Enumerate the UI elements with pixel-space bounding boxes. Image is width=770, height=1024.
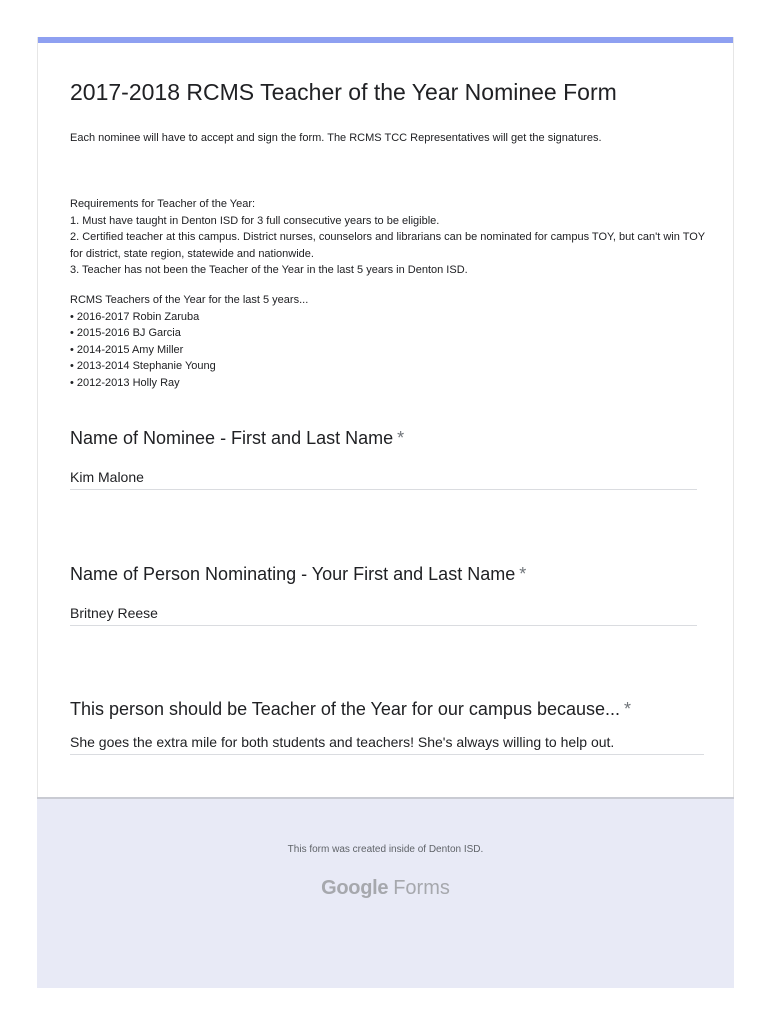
question-title-text: Name of Person Nominating - Your First and Last Name — [70, 564, 516, 584]
past-winners-heading: RCMS Teachers of the Year for the last 5 years... — [70, 294, 309, 306]
requirement-item: 1. Must have taught in Denton ISD for 3 full consecutive years to be eligible. — [70, 214, 440, 227]
question-nominator-name — [70, 564, 697, 626]
form-card — [37, 37, 734, 797]
past-winner-item: • 2015-2016 BJ Garcia — [70, 327, 181, 339]
form-accent-bar — [38, 37, 733, 43]
requirement-item: 3. Teacher has not been the Teacher of the Year in the last 5 years in Denton ISD. — [70, 264, 468, 276]
form-title: 2017-2018 RCMS Teacher of the Year Nominee Form — [70, 79, 617, 105]
past-winner-item: • 2014-2015 Amy Miller — [70, 343, 184, 356]
past-winner-item: • 2013-2014 Stephanie Young — [70, 360, 216, 372]
question-nominee-name — [70, 428, 697, 490]
form-intro — [70, 130, 710, 147]
requirement-item: 2. Certified teacher at this campus. District nurses, counselors and librarians can be nominated for campus TOY, but can't win TOY for district, state region, statewide and nationwide. — [70, 231, 705, 260]
past-winners-section — [70, 292, 710, 391]
logo-google-text: Google — [321, 877, 389, 899]
nominee-name-field[interactable]: Kim Malone — [70, 469, 697, 490]
question-title — [70, 699, 704, 720]
requirements-section — [70, 196, 710, 279]
question-title-text: This person should be Teacher of the Year for our campus because... — [70, 699, 621, 719]
past-winner-item: • 2016-2017 Robin Zaruba — [70, 310, 200, 323]
reason-field[interactable]: She goes the extra mile for both students and teachers! She's always willing to help out. — [70, 734, 704, 755]
question-title — [70, 564, 697, 585]
question-reason — [70, 699, 704, 755]
footer-note: This form was created inside of Denton ISD. — [287, 844, 484, 855]
question-title — [70, 428, 697, 449]
required-asterisk: * — [397, 428, 405, 448]
logo-forms-text: Forms — [393, 877, 450, 899]
nominator-name-field[interactable]: Britney Reese — [70, 605, 697, 626]
past-winner-item: • 2012-2013 Holly Ray — [70, 376, 180, 389]
required-asterisk: * — [519, 564, 527, 584]
requirements-heading: Requirements for Teacher of the Year: — [70, 198, 256, 210]
question-title-text: Name of Nominee - First and Last Name — [70, 428, 394, 448]
form-footer — [37, 797, 734, 988]
form-intro-text: Each nominee will have to accept and sign the form. The RCMS TCC Representatives will get the signatures. — [70, 132, 602, 144]
required-asterisk: * — [624, 699, 632, 719]
google-forms-logo[interactable] — [37, 877, 734, 900]
